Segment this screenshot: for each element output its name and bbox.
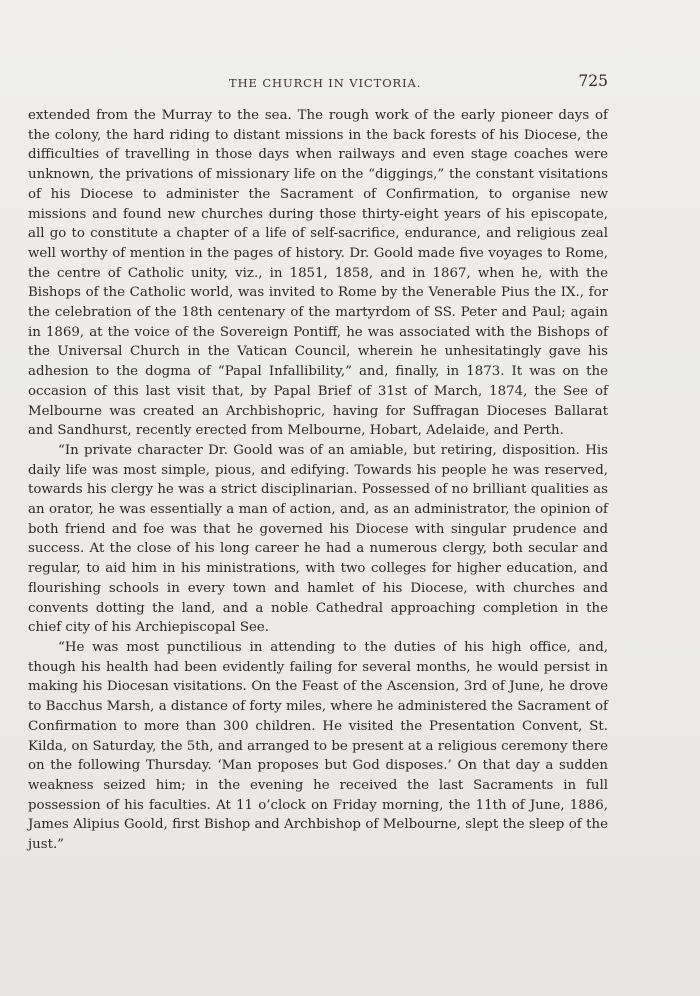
paragraph-continuation: extended from the Murray to the sea. The rough work of the early pioneer days of the colony, the hard riding to distant missions in the back forests of his Diocese, the difficulties of travelling in those days when railways and even stage coaches were unknown, the privations of missionary life on the “diggings,” the constant visitations of his Diocese to administer the Sacrament of Confirmation, to organise new missions and found new churches during those thirty-eight years of his episcopate, all go to constitute a chapter of a life of self-sacrifice, endurance, and religious zeal well worthy of mention in the pages of history. Dr. Goold made five voyages to Rome, the centre of Catholic unity, viz., in 1851, 1858, and in 1867, when he, with the Bishops of the Catholic world, was invited to Rome by the Venerable Pius the IX., for the celebration of the 18th centenary of the martyrdom of SS. Peter and Paul; again in 1869, at the voice of the Sovereign Pontiff, he was associated with the Bishops of the Universal Church in the Vatican Council, wherein he unhesitatingly gave his adhesion to the dogma of “Papal Infallibility,” and, finally, in 1873. It was on the occasion of this last visit that, by Papal Brief of 31st of March, 1874, the See of Melbourne was created an Archbishopric, having for Suffragan Dioceses Ballarat and Sandhurst, recently erected from Melbourne, Hobart, Adelaide, and Perth.: [28, 108, 608, 439]
paragraph-final-days: “He was most punctilious in attending to the duties of his high office, and, though his health had been evidently failing for several months, he would persist in making his Diocesan visitations. On the Feast of the Ascension, 3rd of June, he drove to Bacchus Marsh, a distance of forty miles, where he administered the Sacrament of Confirmation to more than 300 children. He visited the Presentation Convent, St. Kilda, on Saturday, the 5th, and arranged to be present at a religious ceremony there on the following Thursday. ‘Man proposes but God disposes.’ On that day a sudden weakness seized him; in the evening he received the last Sacraments in full possession of his faculties. At 11 o’clock on Friday morning, the 11th of June, 1886, James Alipius Goold, first Bishop and Archbishop of Melbourne, slept the sleep of the just.”: [28, 639, 608, 853]
running-header: [0, 72, 700, 92]
page-number: 725: [578, 72, 608, 90]
paragraph-private-character: “In private character Dr. Goold was of an amiable, but retiring, disposition. His daily life was most simple, pious, and edifying. Towards his people he was reserved, towards his clergy he was a strict disciplinarian. Possessed of no brilliant qualities as an orator, he was essentially a man of action, and, as an administrator, the opinion of both friend and foe was that he governed his Diocese with singular prudence and success. At the close of his long career he had a numerous clergy, both secular and regular, to aid him in his ministrations, with two colleges for higher education, and flourishing schools in every town and hamlet of his Diocese, with churches and convents dotting the land, and a noble Cathedral approaching completion in the chief city of his Archiepiscopal See.: [28, 442, 608, 636]
running-title: THE CHURCH IN VICTORIA.: [229, 76, 422, 90]
body-text: [28, 106, 608, 855]
